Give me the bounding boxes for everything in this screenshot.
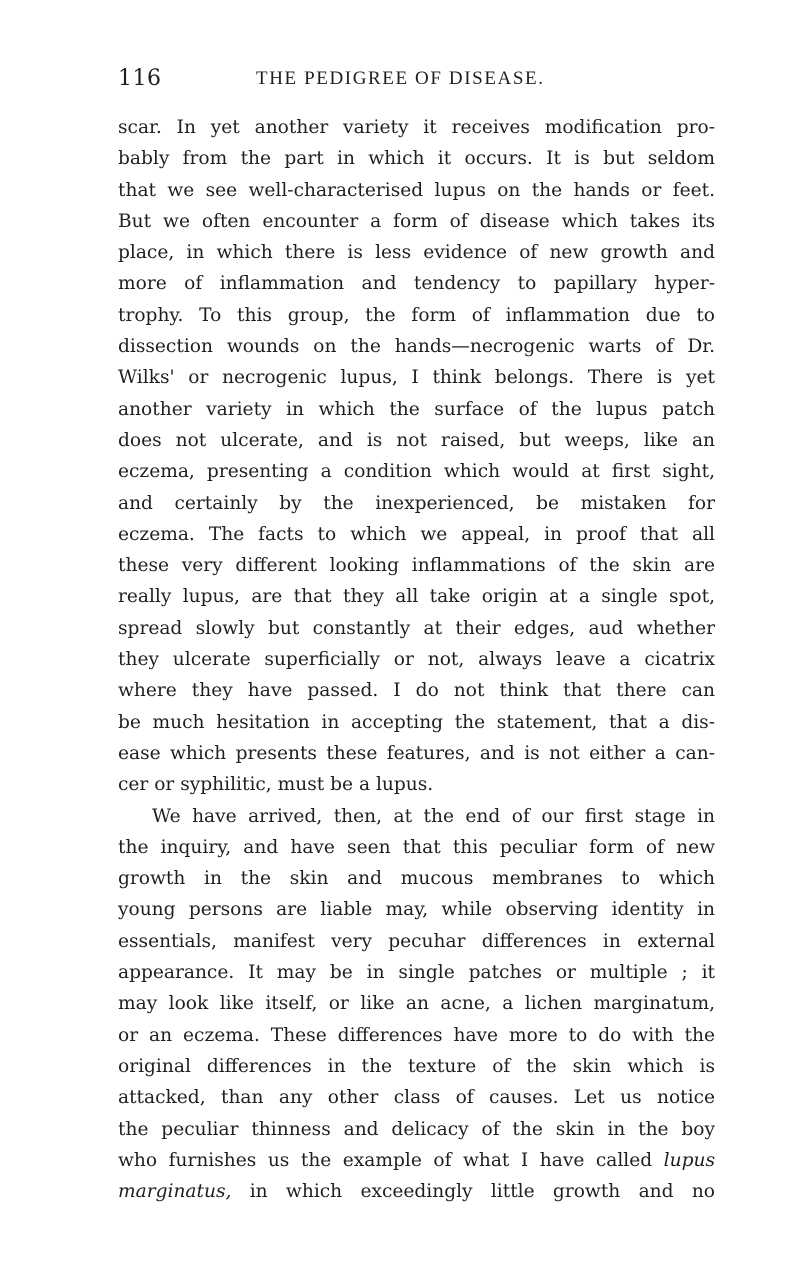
text-line: bably from the part in which it occurs. It is but seldom bbox=[118, 148, 715, 170]
text-line: eczema, presenting a condition which would at first sight, bbox=[118, 461, 715, 483]
text-line: growth in the skin and mucous membranes to which bbox=[118, 868, 715, 890]
text-line: may look like itself, or like an acne, a lichen marginatum, bbox=[118, 993, 715, 1015]
paragraph-start-line: We have arrived, then, at the end of our first stage in bbox=[152, 805, 715, 827]
text-line: more of inflammation and tendency to papillary hyper- bbox=[118, 273, 715, 295]
text-line: essentials, manifest very pecuhar differences in external bbox=[118, 930, 715, 952]
text-line: But we often encounter a form of disease which takes its bbox=[118, 210, 715, 232]
italic-term: lupus bbox=[663, 1149, 715, 1171]
text-line: another variety in which the surface of the lupus patch bbox=[118, 398, 715, 420]
text-line: ease which presents these features, and is not either a can- bbox=[118, 742, 715, 764]
text-line: place, in which there is less evidence of new growth and bbox=[118, 242, 715, 264]
text-line: trophy. To this group, the form of inflammation due to bbox=[118, 304, 715, 326]
text-line: and certainly by the inexperienced, be mistaken for bbox=[118, 492, 715, 514]
body-text bbox=[118, 112, 715, 1207]
text-line: the inquiry, and have seen that this peculiar form of new bbox=[118, 836, 715, 858]
text-line: does not ulcerate, and is not raised, but weeps, like an bbox=[118, 429, 715, 451]
text-line: that we see well-characterised lupus on the hands or feet. bbox=[118, 179, 715, 201]
text-line: Wilks' or necrogenic lupus, I think belongs. There is yet bbox=[118, 367, 715, 389]
text-line: dissection wounds on the hands—necrogenic warts of Dr. bbox=[118, 336, 715, 358]
text-line: original differences in the texture of the skin which is bbox=[118, 1055, 715, 1077]
text-line: they ulcerate superficially or not, always leave a cicatrix bbox=[118, 649, 715, 671]
text-line: really lupus, are that they all take origin at a single spot, bbox=[118, 586, 715, 608]
text-line: young persons are liable may, while observing identity in bbox=[118, 899, 715, 921]
text-segment: who furnishes us the example of what I have called bbox=[118, 1149, 653, 1171]
page-header bbox=[118, 66, 718, 96]
text-line: or an eczema. These differences have more to do with the bbox=[118, 1024, 715, 1046]
text-segment: in which exceedingly little growth and no bbox=[249, 1181, 715, 1203]
text-line: attacked, than any other class of causes. Let us notice bbox=[118, 1087, 715, 1109]
text-line: eczema. The facts to which we appeal, in proof that all bbox=[118, 523, 715, 545]
text-line: scar. In yet another variety it receives modification pro- bbox=[118, 117, 715, 138]
text-line-with-italic bbox=[118, 1145, 715, 1176]
text-line-with-italic bbox=[118, 1176, 715, 1207]
text-line: appearance. It may be in single patches or multiple ; it bbox=[118, 962, 715, 984]
page-number: 116 bbox=[118, 66, 162, 91]
text-line: the peculiar thinness and delicacy of the skin in the boy bbox=[118, 1118, 715, 1140]
text-line: be much hesitation in accepting the statement, that a dis- bbox=[118, 711, 715, 733]
text-line: where they have passed. I do not think that there can bbox=[118, 680, 715, 702]
text-line: spread slowly but constantly at their edges, aud whether bbox=[118, 617, 715, 639]
text-line: these very different looking inflammations of the skin are bbox=[118, 555, 715, 577]
text-line: cer or syphilitic, must be a lupus. bbox=[118, 774, 434, 796]
running-title: THE PEDIGREE OF DISEASE. bbox=[256, 68, 545, 89]
italic-term: marginatus, bbox=[118, 1181, 232, 1203]
